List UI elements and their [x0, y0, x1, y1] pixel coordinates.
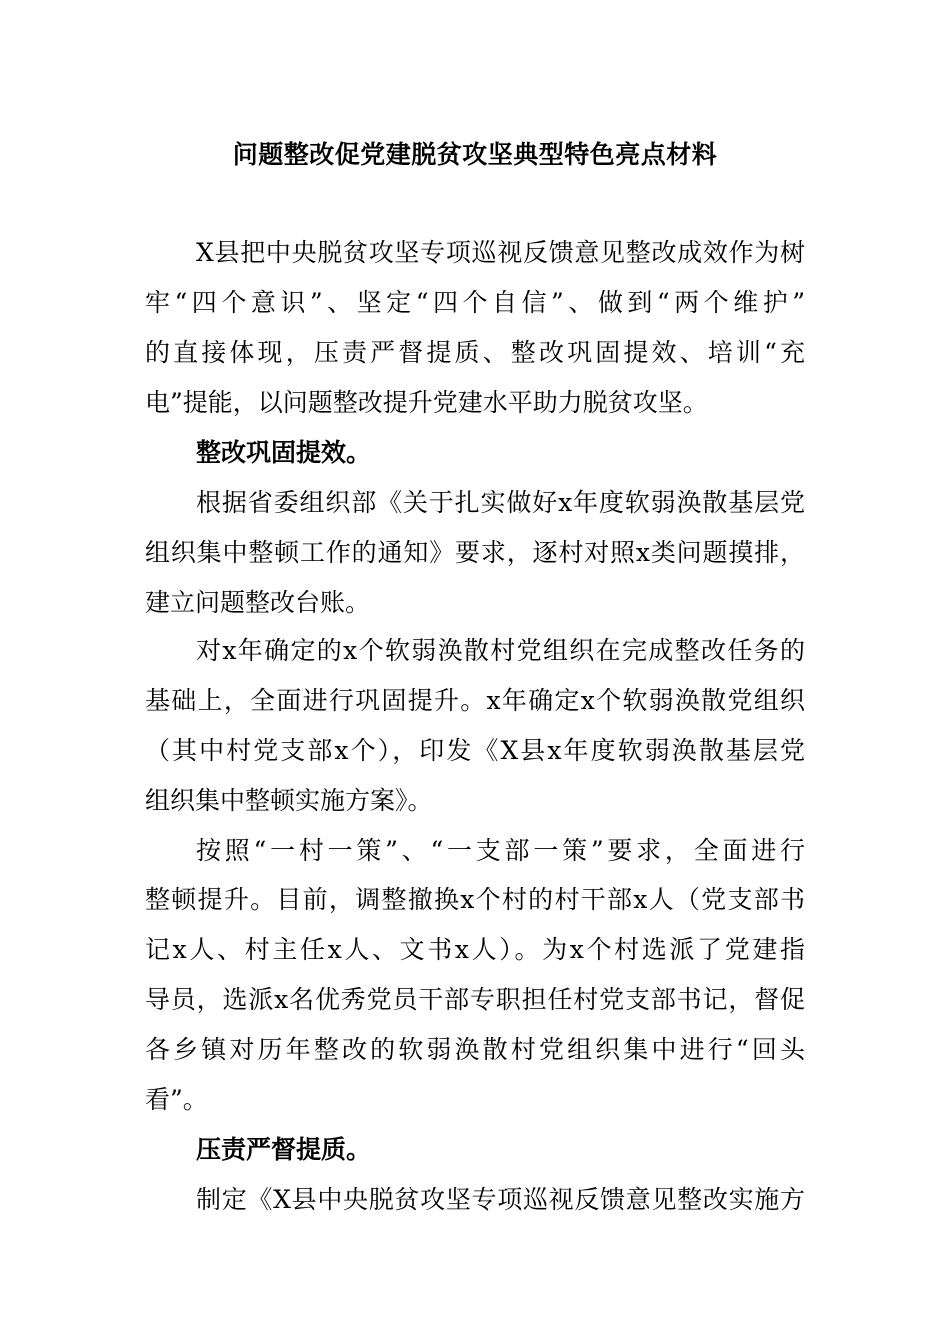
- paragraph-line: 根据省委组织部《关于扎实做好x年度软弱涣散基层党: [196, 488, 805, 517]
- paragraph-line: 组织集中整顿工作的通知》要求，逐村对照x类问题摸排，: [145, 538, 805, 567]
- paragraph-line: 牢“四个意识”、坚定“四个自信”、做到“两个维护”: [145, 288, 805, 317]
- section-heading: 压责严督提质。: [196, 1135, 372, 1164]
- paragraph-line: 对x年确定的x个软弱涣散村党组织在完成整改任务的: [196, 636, 805, 665]
- paragraph-line: 按照“一村一策”、“一支部一策”要求，全面进行: [196, 836, 805, 865]
- paragraph-line: 基础上，全面进行巩固提升。x年确定x个软弱涣散党组织: [145, 686, 805, 715]
- paragraph-line: X县把中央脱贫攻坚专项巡视反馈意见整改成效作为树: [196, 238, 805, 267]
- paragraph-line: 的直接体现，压责严督提质、整改巩固提效、培训“充: [145, 338, 805, 367]
- paragraph-line: 组织集中整顿实施方案》。: [145, 786, 433, 815]
- paragraph-line: 导员，选派x名优秀党员干部专职担任村党支部书记，督促: [145, 985, 805, 1014]
- section-heading: 整改巩固提效。: [196, 438, 372, 467]
- paragraph-line: 看”。: [145, 1085, 208, 1114]
- paragraph-line: 各乡镇对历年整改的软弱涣散村党组织集中进行“回头: [145, 1035, 805, 1064]
- paragraph-line: 整顿提升。目前，调整撤换x个村的村干部x人（党支部书: [145, 885, 805, 914]
- document-title: 问题整改促党建脱贫攻坚典型特色亮点材料: [232, 140, 718, 169]
- paragraph-line: 记x人、村主任x人、文书x人）。为x个村选派了党建指: [145, 935, 805, 964]
- paragraph-line: 制定《X县中央脱贫攻坚专项巡视反馈意见整改实施方: [196, 1185, 805, 1214]
- paragraph-line: （其中村党支部x个），印发《X县x年度软弱涣散基层党: [145, 736, 805, 765]
- paragraph-line: 电”提能，以问题整改提升党建水平助力脱贫攻坚。: [145, 388, 708, 417]
- paragraph-line: 建立问题整改台账。: [145, 588, 371, 617]
